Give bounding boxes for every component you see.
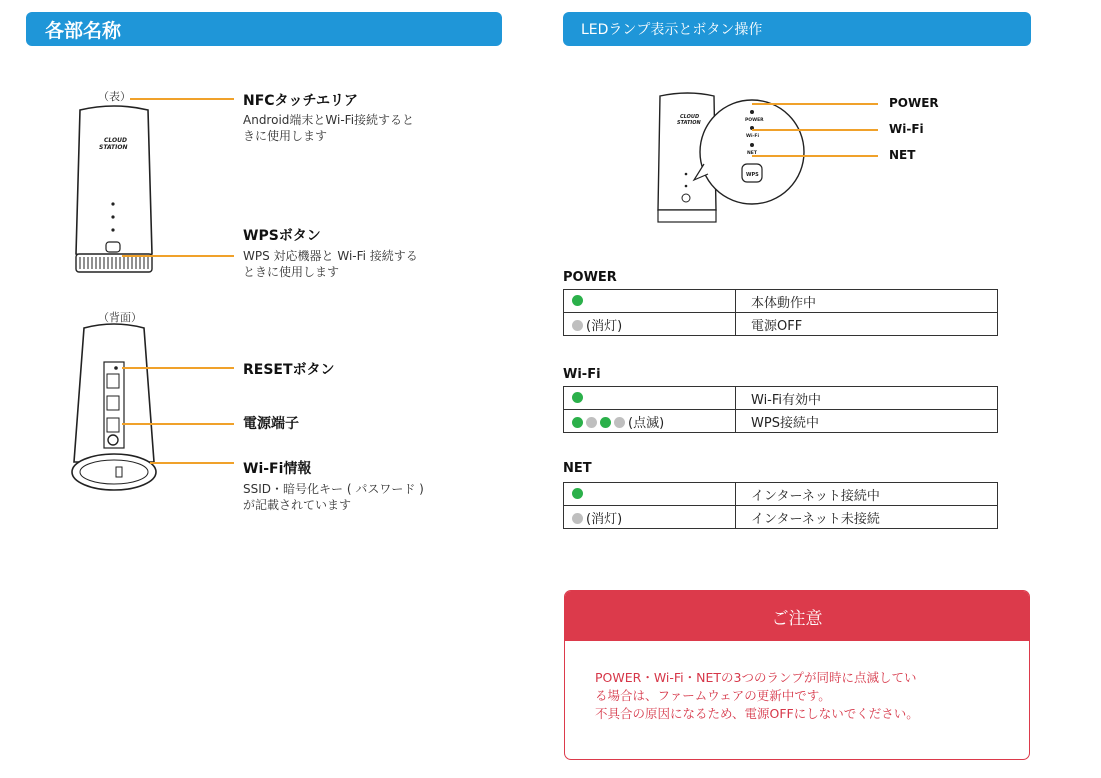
wps-leader-line: [122, 255, 234, 257]
led-green-dot: [572, 295, 583, 306]
net-led-table: [563, 482, 998, 529]
caution-line: る場合は、ファームウェアの更新中です。: [595, 688, 831, 703]
desc-line: Android端末とWi-Fi接続すると: [243, 113, 415, 127]
power-table-title: POWER: [563, 270, 617, 285]
caution-box: [564, 590, 1030, 760]
wifi-callout-label: Wi-Fi: [889, 122, 924, 136]
table-row: [564, 313, 998, 336]
led-state-cell: [564, 410, 736, 433]
router-front-illustration: [66, 104, 162, 284]
led-gray-dot: [572, 320, 583, 331]
led-state-text: (消灯): [586, 511, 623, 527]
led-state-cell: [564, 483, 736, 506]
wifi-table-title: Wi-Fi: [563, 367, 601, 382]
led-state-cell: [564, 387, 736, 410]
led-state-cell: [564, 506, 736, 529]
caution-body: [565, 641, 1029, 723]
device-led-power-label: POWER: [745, 118, 764, 123]
wifi-led-table: [563, 386, 998, 433]
led-meaning-cell: 電源OFF: [736, 313, 998, 336]
table-row: [564, 483, 998, 506]
power-callout-line: [752, 103, 878, 105]
wps-button-title: WPSボタン: [243, 228, 321, 244]
section-title: LEDランプ表示とボタン操作: [581, 22, 763, 38]
led-state-text: (消灯): [586, 318, 623, 334]
device-logo-line1: CLOUD: [104, 137, 127, 144]
net-table-title: NET: [563, 461, 592, 476]
net-callout-label: NET: [889, 148, 916, 162]
table-row: [564, 387, 998, 410]
led-green-dot: [600, 417, 611, 428]
table-row: [564, 506, 998, 529]
device-logo-line1: CLOUD: [680, 114, 700, 120]
desc-line: ときに使用します: [243, 265, 340, 279]
led-gray-dot: [572, 513, 583, 524]
nfc-leader-line: [130, 98, 234, 100]
reset-button-title: RESETボタン: [243, 362, 335, 378]
desc-line: SSID・暗号化キー ( パスワード ): [243, 482, 424, 496]
device-led-wifi-label: Wi-Fi: [746, 134, 759, 139]
power-led-table: [563, 289, 998, 336]
led-state-cell: [564, 290, 736, 313]
reset-leader-line: [122, 367, 234, 369]
power-port-leader-line: [122, 423, 234, 425]
led-state-text: (点滅): [628, 415, 665, 431]
nfc-area-title: NFCタッチエリア: [243, 93, 358, 109]
led-gray-dot: [614, 417, 625, 428]
desc-line: きに使用します: [243, 129, 328, 143]
net-callout-line: [752, 155, 878, 157]
table-row: [564, 290, 998, 313]
desc-line: WPS 対応機器と Wi-Fi 接続する: [243, 249, 418, 263]
caution-header: [565, 591, 1029, 641]
power-port-title: 電源端子: [243, 416, 299, 432]
section-title: 各部名称: [45, 19, 122, 42]
router-back-illustration: [64, 322, 164, 494]
led-meaning-cell: インターネット接続中: [736, 483, 998, 506]
led-meaning-cell: WPS接続中: [736, 410, 998, 433]
wifi-info-title: Wi-Fi情報: [243, 461, 312, 477]
led-meaning-cell: 本体動作中: [736, 290, 998, 313]
led-green-dot: [572, 417, 583, 428]
device-wps-button-label: WPS: [746, 172, 759, 178]
led-green-dot: [572, 392, 583, 403]
caution-line: 不具合の原因になるため、電源OFFにしないでください。: [595, 706, 919, 721]
led-state-cell: [564, 313, 736, 336]
wifi-callout-line: [752, 129, 878, 131]
caution-line: POWER・Wi-Fi・NETの3つのランプが同時に点滅してい: [595, 670, 917, 685]
nfc-area-desc: [243, 112, 414, 144]
section-header-led: [563, 12, 1031, 46]
wifi-info-leader-line: [150, 462, 234, 464]
back-caption: （背面）: [98, 311, 142, 324]
led-meaning-cell: Wi-Fi有効中: [736, 387, 998, 410]
device-led-net-label: NET: [747, 151, 757, 156]
led-gray-dot: [586, 417, 597, 428]
led-meaning-cell: インターネット未接続: [736, 506, 998, 529]
desc-line: が記載されています: [243, 498, 352, 512]
device-logo-line2: STATION: [677, 120, 701, 126]
led-green-dot: [572, 488, 583, 499]
wifi-info-desc: [243, 481, 424, 513]
caution-title: ご注意: [771, 608, 823, 629]
device-logo-line2: STATION: [99, 144, 128, 151]
table-row: [564, 410, 998, 433]
front-caption: （表）: [98, 90, 131, 103]
section-header-parts: [26, 12, 502, 46]
wps-button-desc: [243, 248, 418, 280]
power-callout-label: POWER: [889, 96, 939, 110]
